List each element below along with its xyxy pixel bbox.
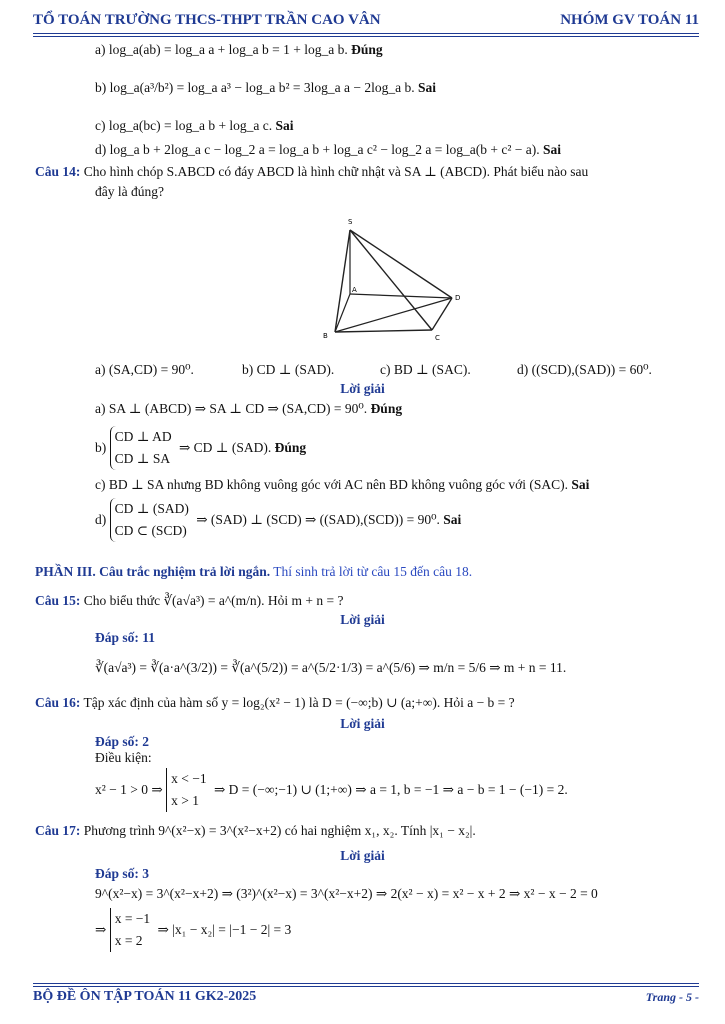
q14-opt-a: a) (SA,CD) = 90⁰. [95, 362, 194, 377]
q14-opt-d: d) ((SCD),(SAD)) = 60⁰. [517, 362, 652, 377]
label-d: D [455, 294, 461, 302]
header-left: TỔ TOÁN TRƯỜNG THCS-THPT TRẦN CAO VÂN [33, 11, 381, 28]
label-b: B [323, 332, 328, 340]
q14-opt-b: b) CD ⊥ (SAD). [242, 362, 335, 377]
q14-sol-b: b) CD ⊥ AD CD ⊥ SA ⇒ CD ⊥ (SAD). Đúng [95, 426, 306, 470]
q13-a: a) log_a(ab) = log_a a + log_a b = 1 + log_a b. Đúng [95, 42, 383, 57]
header-right: NHÓM GV TOÁN 11 [560, 11, 699, 28]
page-header [33, 8, 699, 32]
q16-solution-heading: Lời giải [340, 716, 385, 731]
q14-sol-c: c) BD ⊥ SA nhưng BD không vuông góc với AC nên BD không vuông góc với (SAC). Sai [95, 477, 590, 492]
q15-question: Câu 15: Cho biểu thức ∛(a√a³) = a^(m/n). Hỏi m + n = ? [35, 593, 344, 608]
q14-sol-a: a) SA ⊥ (ABCD) ⇒ SA ⊥ CD ⇒ (SA,CD) = 90⁰. Đúng [95, 401, 403, 416]
q16-condition: Điều kiện: [95, 750, 152, 765]
pyramid-figure [315, 212, 475, 347]
q14-solution-heading: Lời giải [340, 381, 385, 396]
q14-sol-d: d) CD ⊥ (SAD) CD ⊂ (SCD) ⇒ (SAD) ⊥ (SCD) ⇒ ((SAD),(SCD)) = 90⁰. Sai [95, 498, 461, 542]
q15-work: ∛(a√a³) = ∛(a·a^(3/2)) = ∛(a^(5/2)) = a^(5/2·1/3) = a^(5/6) ⇒ m/n = 5/6 ⇒ m + n = 11. [95, 660, 567, 675]
q15-solution-heading: Lời giải [340, 612, 385, 627]
q17-question: Câu 17: Phương trình 9^(x²−x) = 3^(x²−x+2) có hai nghiệm x₁, x₂. Tính |x₁ − x₂|. [35, 823, 476, 838]
header-divider [33, 33, 699, 37]
label-s: S [348, 218, 353, 226]
q17-work-1: 9^(x²−x) = 3^(x²−x+2) ⇒ (3²)^(x²−x) = 3^(x²−x+2) ⇒ 2(x² − x) = x² − x + 2 ⇒ x² − x − 2 = 0 [95, 886, 598, 901]
footer-left: BỘ ĐỀ ÔN TẬP TOÁN 11 GK2-2025 [33, 989, 257, 1004]
page-footer [33, 987, 699, 1007]
q16-question: Câu 16: Tập xác định của hàm số y = log₂(x² − 1) là D = (−∞;b) ∪ (a;+∞). Hỏi a − b = ? [35, 695, 515, 710]
q13-b: b) log_a(a³/b²) = log_a a³ − log_a b² = 3log_a a − 2log_a b. Sai [95, 80, 436, 95]
q15-answer: Đáp số: 11 [95, 630, 156, 645]
label-c: C [435, 334, 440, 342]
q13-d: d) log_a b + 2log_a c − log_2 a = log_a b + log_a c² − log_2 a = log_a(b + c² − a). Sai [95, 142, 562, 157]
q17-solution-heading: Lời giải [340, 848, 385, 863]
q14-opt-c: c) BD ⊥ (SAC). [380, 362, 471, 377]
part3-title: PHẦN III. Câu trắc nghiệm trả lời ngắn. Thí sinh trả lời từ câu 15 đến câu 18. [35, 564, 473, 579]
page-number: Trang - 5 - [645, 989, 699, 1004]
label-a: A [352, 286, 357, 294]
q16-answer: Đáp số: 2 [95, 734, 150, 749]
q14-question: Câu 14: Cho hình chóp S.ABCD có đáy ABCD là hình chữ nhật và SA ⊥ (ABCD). Phát biểu nào sau [35, 164, 589, 179]
q14-question-cont: đây là đúng? [95, 184, 164, 199]
q13-c: c) log_a(bc) = log_a b + log_a c. Sai [95, 118, 294, 133]
q16-work: x² − 1 > 0 ⇒ x < −1 x > 1 ⇒ D = (−∞;−1) ∪ (1;+∞) ⇒ a = 1, b = −1 ⇒ a − b = 1 − (−1) = 2. [95, 768, 568, 812]
q17-answer: Đáp số: 3 [95, 866, 150, 881]
q17-work-2: ⇒ x = −1 x = 2 ⇒ |x₁ − x₂| = |−1 − 2| = 3 [95, 908, 291, 952]
